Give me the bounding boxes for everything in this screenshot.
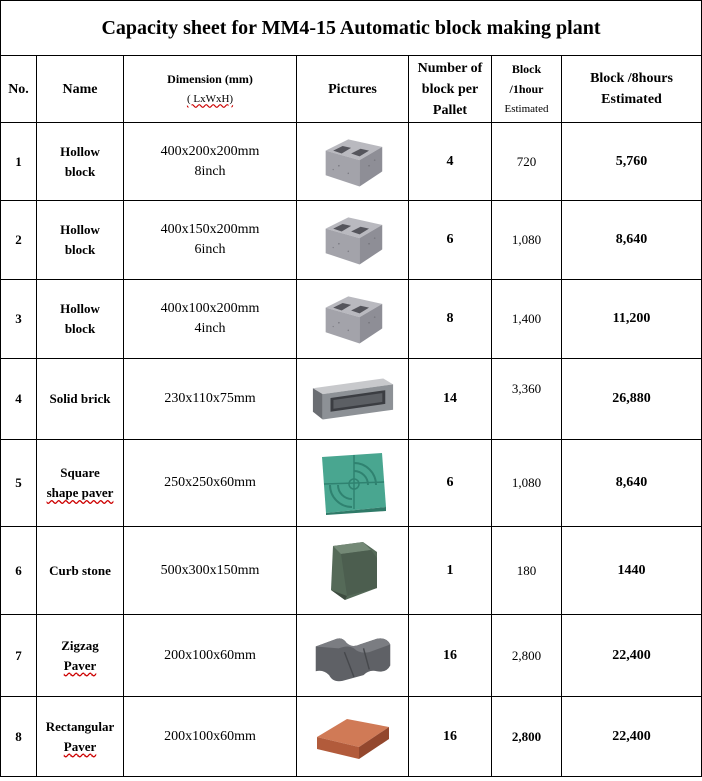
- header-per-8hours-line1: Block /8hours: [590, 71, 673, 86]
- block-name-line1: Hollow: [60, 143, 100, 159]
- block-dimension: 200x100x60mm: [124, 697, 297, 777]
- per-8hours: 5,760: [562, 123, 702, 201]
- page-title: Capacity sheet for MM4-15 Automatic block making plant: [1, 1, 702, 56]
- table-row: [1, 280, 702, 359]
- block-name-line2: Paver: [63, 738, 97, 754]
- block-name: [37, 697, 124, 777]
- block-picture: [297, 280, 409, 359]
- block-name: [37, 201, 124, 280]
- header-dimension-unit: ( LxWxH): [186, 92, 234, 105]
- header-dimension-label: Dimension (mm): [167, 71, 253, 86]
- per-pallet: 14: [409, 359, 492, 440]
- table-row: [1, 201, 702, 280]
- row-number: 5: [1, 440, 37, 527]
- solid-brick-icon: [309, 374, 397, 424]
- per-hour: 1,080: [492, 201, 562, 280]
- per-pallet: 1: [409, 527, 492, 615]
- header-per-8hours-line2: Estimated: [601, 92, 662, 107]
- row-number: 3: [1, 280, 37, 359]
- block-name: [37, 280, 124, 359]
- per-hour: 3,360: [492, 359, 562, 440]
- curb-stone-icon: [323, 538, 383, 604]
- per-hour: 180: [492, 527, 562, 615]
- block-name-line2: block: [64, 163, 96, 179]
- header-pictures: Pictures: [297, 56, 409, 123]
- rectangular-paver-icon: [313, 711, 393, 763]
- dimension-value: 400x100x200mm: [160, 301, 260, 316]
- row-number: 2: [1, 201, 37, 280]
- header-per-pallet-line2: block per: [421, 81, 479, 97]
- per-8hours: 22,400: [562, 697, 702, 777]
- block-name: Solid brick: [37, 359, 124, 440]
- block-dimension: [124, 123, 297, 201]
- hollow-block-icon: [320, 290, 386, 348]
- block-name: Curb stone: [37, 527, 124, 615]
- per-hour: 1,080: [492, 440, 562, 527]
- dimension-inch: 4inch: [194, 321, 226, 336]
- dimension-value: 400x200x200mm: [160, 143, 260, 159]
- block-picture: [297, 615, 409, 697]
- block-name-line1: Rectangular: [45, 718, 115, 734]
- zigzag-paver-icon: [310, 627, 396, 685]
- dimension-inch: 8inch: [194, 163, 226, 179]
- per-8hours: 1440: [562, 527, 702, 615]
- hollow-block-icon: [320, 211, 386, 269]
- per-hour: 2,800: [492, 615, 562, 697]
- block-picture: [297, 123, 409, 201]
- header-dimension: [124, 56, 297, 123]
- block-picture: [297, 440, 409, 527]
- per-pallet: 16: [409, 697, 492, 777]
- block-name-line1: Hollow: [60, 301, 100, 316]
- block-picture: [297, 359, 409, 440]
- per-pallet: 8: [409, 280, 492, 359]
- header-per-pallet: [409, 56, 492, 123]
- per-hour: 2,800: [492, 697, 562, 777]
- dimension-value: 400x150x200mm: [160, 222, 260, 237]
- header-per-hour-line3: Estimated: [504, 102, 549, 115]
- per-hour: 720: [492, 123, 562, 201]
- hollow-block-icon: [320, 133, 386, 191]
- block-name-line2: block: [64, 242, 96, 257]
- table-row: [1, 697, 702, 777]
- block-dimension: [124, 280, 297, 359]
- header-per-hour-line2: /1hour: [509, 81, 544, 96]
- block-picture: [297, 201, 409, 280]
- per-hour: 1,400: [492, 280, 562, 359]
- table-row: [1, 359, 702, 440]
- header-per-hour: [492, 56, 562, 123]
- header-no: No.: [1, 56, 37, 123]
- block-name-line2: block: [64, 321, 96, 336]
- per-pallet: 6: [409, 201, 492, 280]
- per-8hours: 8,640: [562, 201, 702, 280]
- block-name: [37, 123, 124, 201]
- block-dimension: [124, 201, 297, 280]
- block-name-line1: Zigzag: [61, 637, 99, 653]
- row-number: 6: [1, 527, 37, 615]
- table-row: [1, 123, 702, 201]
- per-pallet: 16: [409, 615, 492, 697]
- per-8hours: 26,880: [562, 359, 702, 440]
- block-dimension: 250x250x60mm: [124, 440, 297, 527]
- block-name-line2: Paver: [63, 657, 97, 673]
- block-name-line1: Square: [60, 465, 100, 480]
- per-8hours: 22,400: [562, 615, 702, 697]
- table-row: [1, 440, 702, 527]
- table-row: [1, 615, 702, 697]
- block-name: [37, 615, 124, 697]
- square-paver-icon: [317, 451, 389, 515]
- row-number: 7: [1, 615, 37, 697]
- block-dimension: 200x100x60mm: [124, 615, 297, 697]
- block-name: [37, 440, 124, 527]
- per-pallet: 6: [409, 440, 492, 527]
- block-name-line1: Hollow: [60, 222, 100, 237]
- block-picture: [297, 527, 409, 615]
- per-8hours: 11,200: [562, 280, 702, 359]
- per-pallet: 4: [409, 123, 492, 201]
- block-picture: [297, 697, 409, 777]
- per-8hours: 8,640: [562, 440, 702, 527]
- block-dimension: 230x110x75mm: [124, 359, 297, 440]
- header-per-hour-line1: Block: [511, 61, 542, 76]
- block-name-line2: shape paver: [46, 485, 114, 500]
- row-number: 8: [1, 697, 37, 777]
- block-dimension: 500x300x150mm: [124, 527, 297, 615]
- row-number: 4: [1, 359, 37, 440]
- dimension-inch: 6inch: [194, 242, 226, 257]
- header-name: Name: [37, 56, 124, 123]
- header-per-pallet-line1: Number of: [417, 60, 483, 76]
- header-per-8hours: [562, 56, 702, 123]
- row-number: 1: [1, 123, 37, 201]
- table-row: [1, 527, 702, 615]
- header-per-pallet-line3: Pallet: [432, 102, 468, 118]
